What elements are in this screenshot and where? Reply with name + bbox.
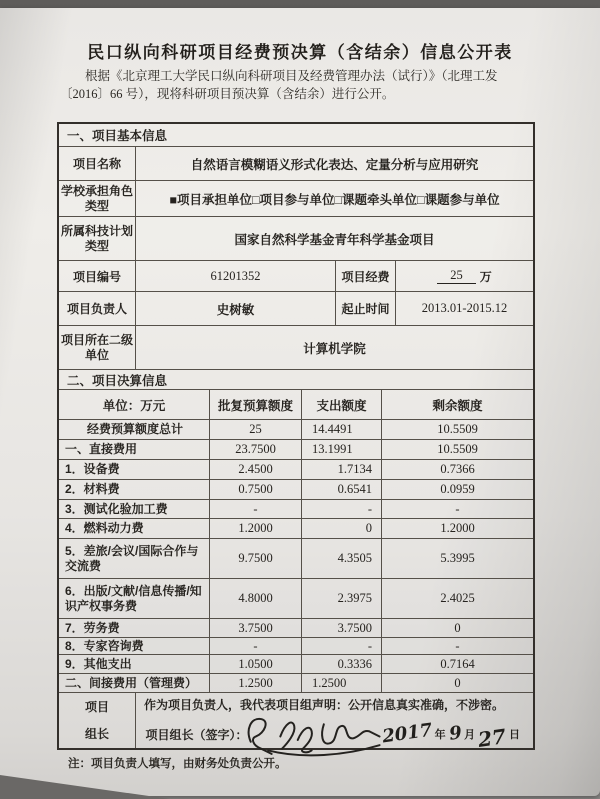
intro-line-1: 根据《北京理工大学民口纵向科研项目及经费管理办法（试行）》（北理工发 [85,69,498,83]
plan-type-label [59,217,135,260]
secondary-unit-value: 计算机学院 [135,326,533,369]
budget-row-label: 二、间接费用（管理费） [65,675,198,690]
budget-row-label: 经费预算额度总计 [86,422,183,436]
declaration-label [59,693,135,748]
role-type-label-line2: 类型 [84,198,109,213]
budget-remaining: 5.3995 [381,539,533,578]
role-type-label [59,181,135,216]
section1-header-row [59,124,533,146]
project-number-row [59,260,533,291]
budget-approved: 9.7500 [209,539,301,578]
budget-row-indirect [59,673,533,692]
project-budget-value-cell [395,261,533,291]
declaration-body [135,693,533,753]
secondary-unit-label [59,326,135,369]
secondary-unit-label-line2: 单位 [84,347,109,362]
plan-type-value: 国家自然科学基金青年科学基金项目 [135,217,533,260]
declaration-row [59,692,533,753]
budget-row-label: 3．测试化验加工费 [65,501,168,516]
budget-spent: - [301,638,381,654]
project-period-label: 起止时间 [335,292,395,325]
budget-spent: 14.4491 [301,420,381,439]
budget-row-travel [59,538,533,578]
budget-row-label: 8．专家咨询费 [65,638,144,653]
budget-remaining: 0 [381,674,533,692]
declaration-label-line1: 项目 [84,700,109,714]
budget-remaining: 0.0959 [381,480,533,499]
budget-row-label: 2．材料费 [65,482,120,496]
project-number-label: 项目编号 [72,269,121,284]
budget-approved: 2.4500 [209,460,301,479]
project-budget-label: 项目经费 [335,261,395,291]
budget-spent: 0 [301,519,381,538]
budget-remaining: - [381,638,533,654]
budget-approved: 3.7500 [209,619,301,637]
budget-row-label: 一、直接费用 [65,442,138,456]
budget-header-unit: 单位：万元 [102,398,166,413]
budget-spent: 1.2500 [301,674,381,692]
role-type-label-line1: 学校承担角色 [60,183,133,198]
budget-approved: - [209,500,301,518]
project-period-value: 2013.01-2015.12 [395,292,533,325]
budget-approved: - [209,638,301,654]
budget-row-label: 6．出版/文献/信息传播/知识产权事务费 [65,583,202,613]
budget-spent: 1.7134 [301,460,381,479]
secondary-unit-label-line1: 项目所在二级 [60,332,133,347]
budget-header-remaining: 剩余额度 [381,390,533,419]
month-suffix: 月 [464,729,476,741]
budget-approved: 25 [209,420,301,439]
budget-remaining: 2.4025 [381,579,533,618]
declaration-label-line2: 组长 [84,727,109,741]
budget-remaining: 0 [381,619,533,637]
handwritten-signature-scribble [242,708,390,758]
project-name-label: 项目名称 [72,157,121,171]
budget-spent: 13.1991 [301,440,381,459]
budget-approved: 23.7500 [209,440,301,459]
budget-approved: 1.2000 [209,519,301,538]
budget-row-consulting [59,637,533,654]
project-name-row [59,146,533,180]
project-leader-row [59,291,533,325]
project-budget-amount: 25 [437,268,476,284]
footnote: 注：项目负责人填写，由财务处负责公开。 [68,758,287,770]
budget-header-approved: 批复预算额度 [209,390,301,419]
budget-row-publication [59,578,533,618]
budget-approved: 0.7500 [209,480,301,499]
budget-spent: 2.3975 [301,579,381,618]
year-suffix: 年 [434,729,446,741]
intro-paragraph [60,67,542,103]
budget-spent: 0.3336 [301,655,381,673]
signature-label: 项目组长（签字）： [145,727,248,742]
section1-title: 一、项目基本信息 [67,129,168,143]
budget-row-label: 5．差旅/会议/国际合作与交流费 [65,543,199,573]
budget-header-row [59,389,533,419]
budget-row-labor [59,618,533,637]
budget-remaining: 0.7366 [381,460,533,479]
budget-row-materials [59,479,533,499]
budget-header-spent: 支出额度 [301,390,381,419]
disclosure-form-table [57,122,535,753]
signature-line [144,719,525,753]
budget-row-direct [59,439,533,459]
budget-spent: 4.3505 [301,539,381,578]
plan-type-row [59,216,533,260]
budget-row-label: 9．其他支出 [65,656,132,671]
budget-approved: 1.2500 [209,674,301,692]
budget-row-testing [59,499,533,518]
intro-line-2: 〔2016〕66 号），现将科研项目预决算（含结余）进行公开。 [60,87,395,101]
declaration-statement: 作为项目负责人，我代表项目组声明：公开信息真实准确，不涉密。 [144,698,505,712]
project-leader-value: 史树敏 [135,292,335,325]
budget-approved: 4.8000 [209,579,301,618]
section2-header-row [59,369,533,389]
budget-remaining: 0.7164 [381,655,533,673]
budget-remaining: 10.5509 [381,420,533,439]
budget-spent: 0.6541 [301,480,381,499]
budget-spent: 3.7500 [301,619,381,637]
budget-row-label: 7．劳务费 [65,620,120,635]
role-type-row [59,180,533,216]
project-leader-label: 项目负责人 [66,302,127,316]
plan-type-label-line1: 所属科技计划 [60,223,133,238]
signature-date-month: 9 [447,721,462,746]
budget-remaining: 10.5509 [381,440,533,459]
role-type-checkboxes: ■项目承担单位□项目参与单位□课题牵头单位□课题参与单位 [135,181,533,216]
signature-date-year: 2017 [381,719,433,748]
signature-date-day: 27 [477,723,507,753]
budget-approved: 1.0500 [209,655,301,673]
project-number-value: 61201352 [135,261,335,291]
secondary-unit-row [59,325,533,369]
budget-remaining: 1.2000 [381,519,533,538]
budget-row-fuel [59,518,533,538]
budget-remaining: - [381,500,533,518]
plan-type-label-line2: 类型 [84,238,109,253]
project-name-value: 自然语言模糊语义形式化表达、定量分析与应用研究 [135,147,533,180]
budget-row-other [59,654,533,673]
page-title: 民口纵向科研项目经费预决算（含结余）信息公开表 [87,43,513,62]
project-budget-unit: 万 [479,269,492,284]
budget-row-equipment [59,459,533,479]
paper-sheet [0,8,600,796]
section2-title: 二、项目决算信息 [67,373,168,388]
budget-row-label: 4．燃料动力费 [65,521,144,535]
budget-spent: - [301,500,381,518]
day-suffix: 日 [509,729,520,741]
budget-row-total [59,419,533,439]
budget-row-label: 1．设备费 [65,462,120,476]
